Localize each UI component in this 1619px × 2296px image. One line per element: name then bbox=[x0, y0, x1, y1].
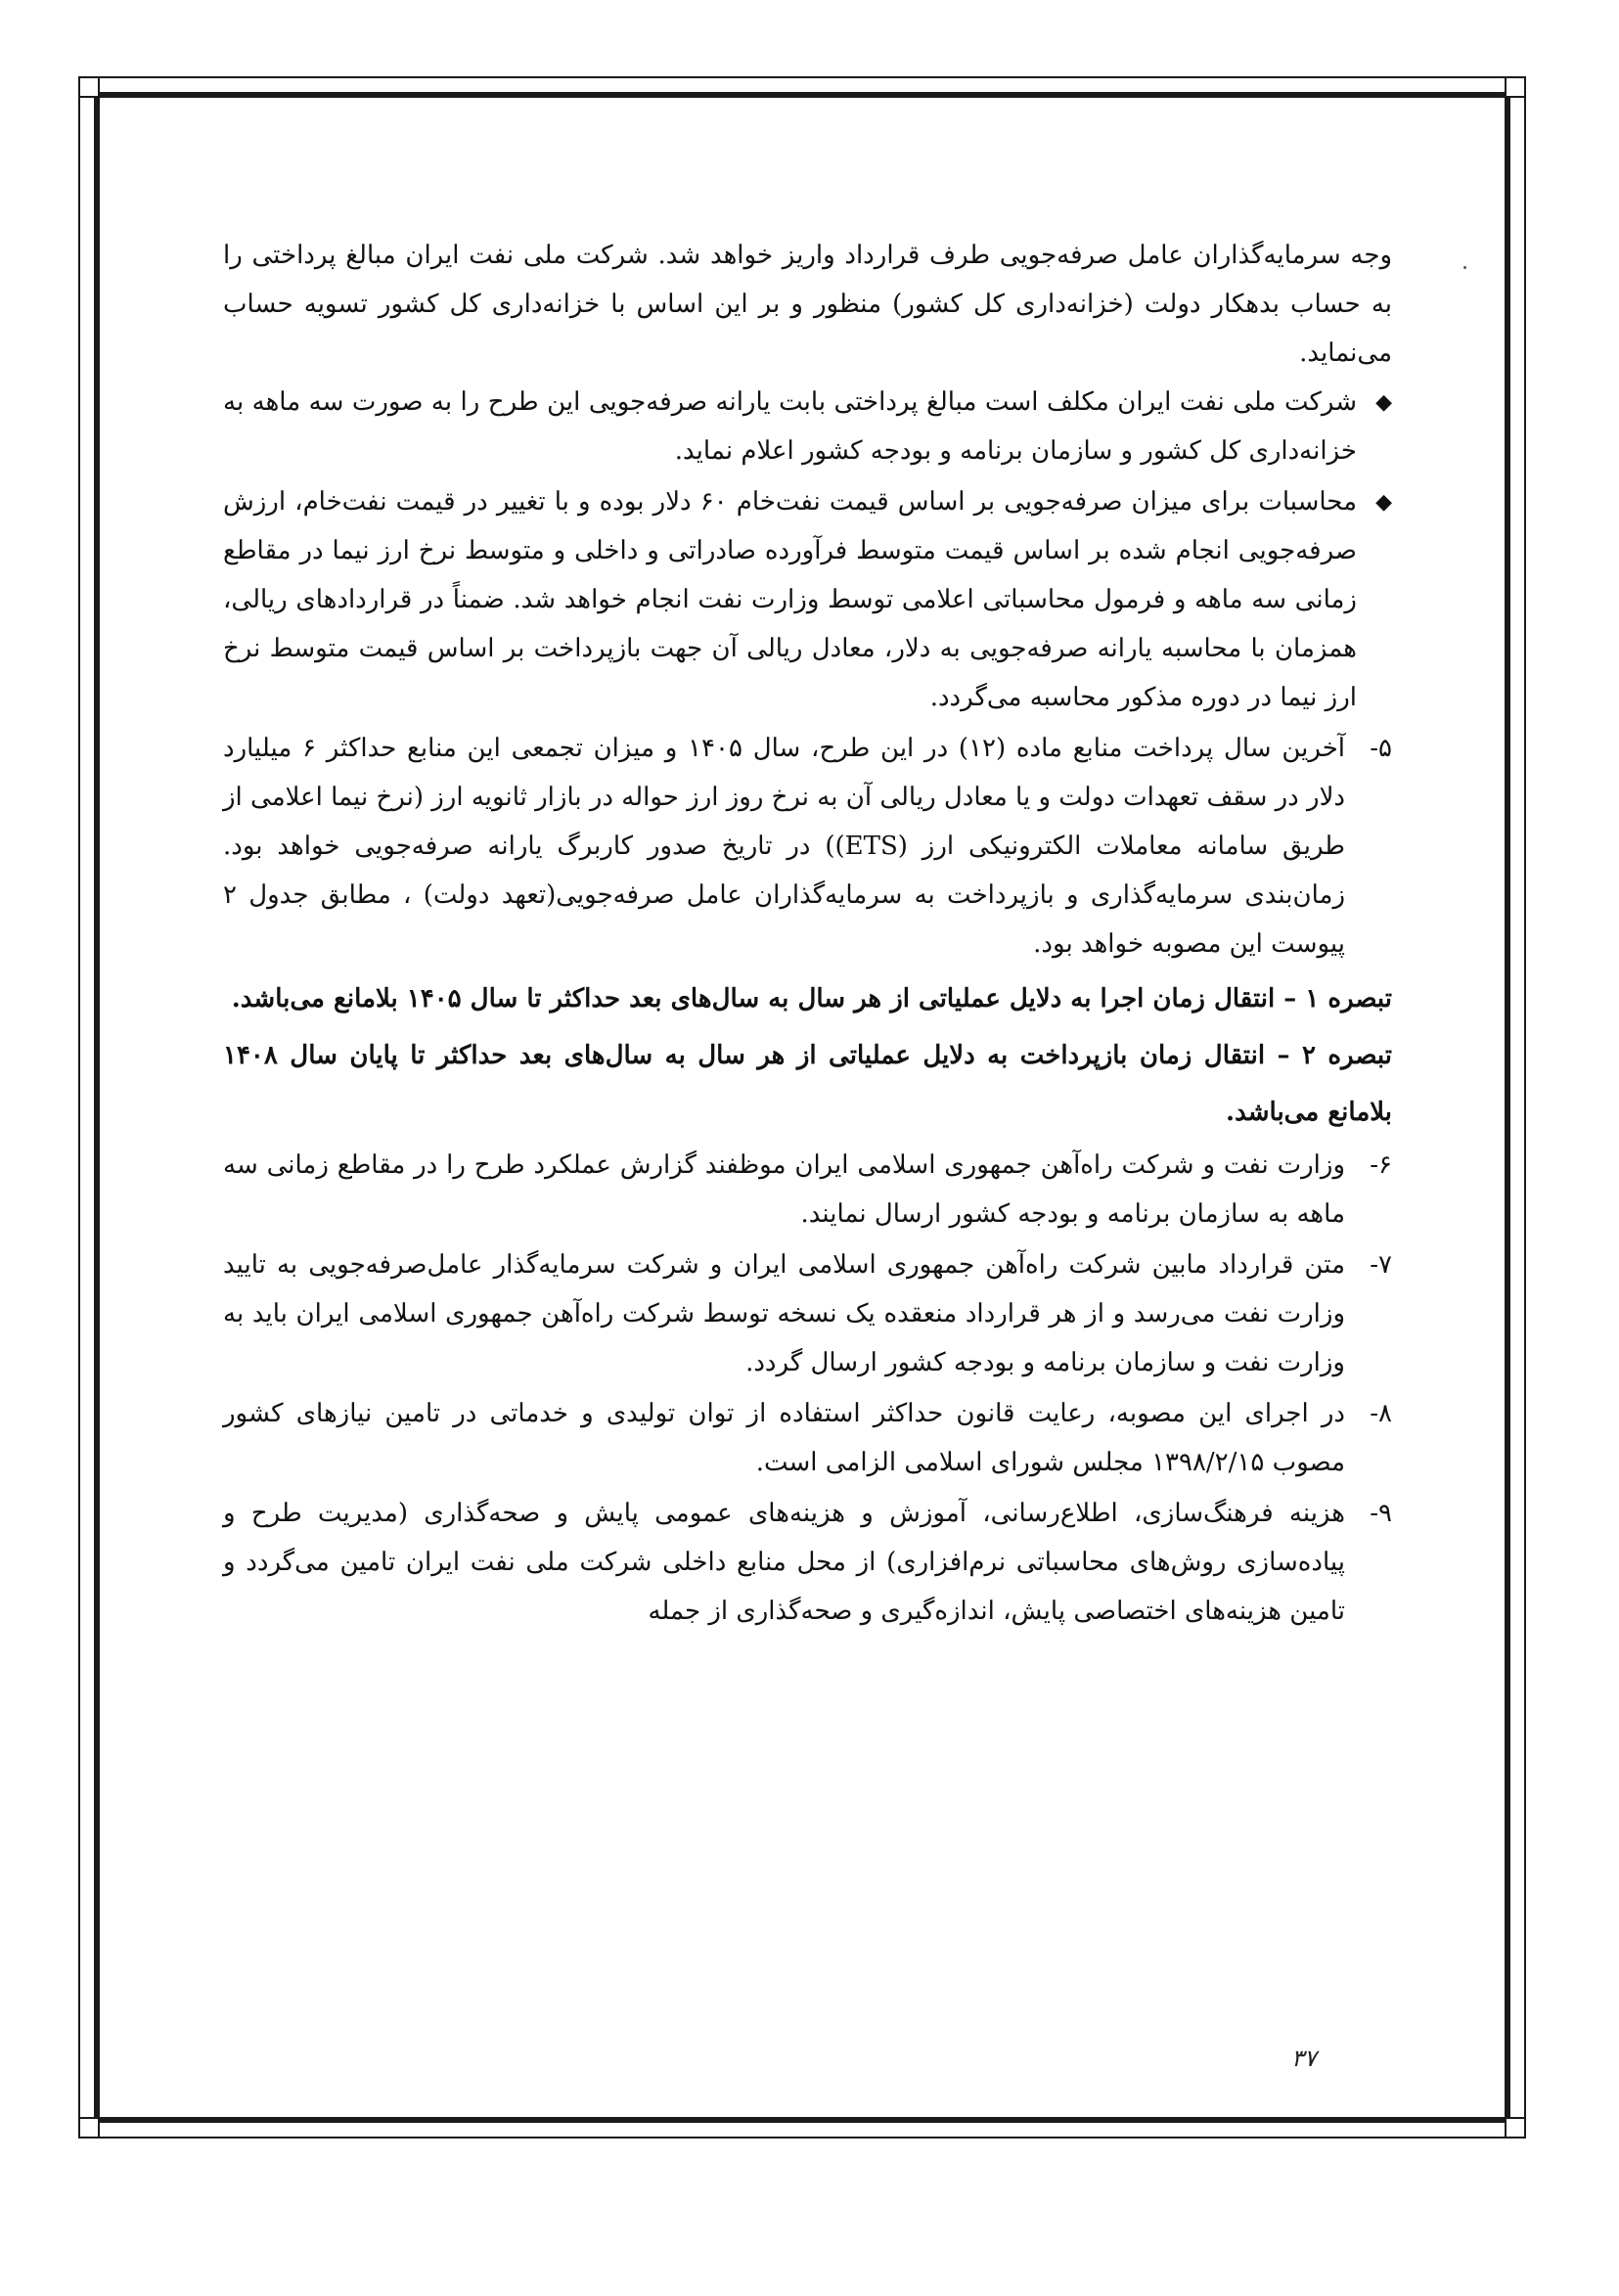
item-text: هزینه فرهنگ‌سازی، اطلاع‌رسانی، آموزش و هزینه‌های عمومی پایش و صحه‌گذاری (مدیریت طرح و پیاده‌سازی روش‌های محاسباتی نرم‌افزاری) از محل منابع داخلی شرکت ملی نفت ایران تامین می‌گردد و تامین هزینه‌های اختصاصی پایش، اندازه‌گیری و صحه‌گذاری از جمله bbox=[223, 1499, 1345, 1626]
item-number: ۵- bbox=[1370, 734, 1392, 763]
item-number: ۷- bbox=[1370, 1250, 1392, 1280]
item-text: در اجرای این مصوبه، رعایت قانون حداکثر استفاده از توان تولیدی و خدماتی در تامین نیازهای کشور مصوب ۱۳۹۸/۲/۱۵ مجلس شورای اسلامی الزامی است. bbox=[223, 1399, 1345, 1477]
item-text: وزارت نفت و شرکت راه‌آهن جمهوری اسلامی ایران موظفند گزارش عملکرد طرح را در مقاطع زمانی سه ماهه به سازمان برنامه و بودجه کشور ارسال نمایند. bbox=[223, 1150, 1345, 1229]
diamond-bullet-icon: ◆ bbox=[1375, 390, 1392, 415]
bullet-text: محاسبات برای میزان صرفه‌جویی بر اساس قیمت نفت‌خام ۶۰ دلار بوده و با تغییر در قیمت نفت‌خام، ارزش صرفه‌جویی انجام شده بر اساس قیمت متوسط فرآورده صادراتی و داخلی و متوسط نرخ ارز نیما در مقاطع زمانی سه ماهه و فرمول محاسباتی اعلامی توسط وزارت نفت انجام خواهد شد. ضمناً در قراردادهای ریالی، همزمان با محاسبه یارانه صرفه‌جویی به دلار، معادل ریالی آن جهت بازپرداخت بر اساس قیمت متوسط نرخ ارز نیما در دوره مذکور محاسبه می‌گردد. bbox=[223, 487, 1358, 712]
note-2: تبصره ۲ – انتقال زمان بازپرداخت به دلایل عملیاتی از هر سال به سال‌های بعد حداکثر تا پایان سال ۱۴۰۸ بلامانع می‌باشد. bbox=[223, 1041, 1392, 1127]
item-text: آخرین سال پرداخت منابع ماده (۱۲) در این طرح، سال ۱۴۰۵ و میزان تجمعی این منابع حداکثر ۶ میلیارد دلار در سقف تعهدات دولت و یا معادل ریالی آن به نرخ روز ارز حواله در بازار ثانویه ارز (نرخ نیما اعلامی از طریق سامانه معاملات الکترونیکی ارز (ETS)) در تاریخ صدور کاربرگ یارانه صرفه‌جویی خواهد بود. زمان‌بندی سرمایه‌گذاری و بازپرداخت به سرمایه‌گذاران عامل صرفه‌جویی(تعهد دولت) ، مطابق جدول ۲ پیوست این مصوبه خواهد بود. bbox=[223, 734, 1346, 959]
item-number: ۹- bbox=[1370, 1499, 1392, 1528]
border-corner-ornament bbox=[1505, 76, 1526, 98]
paragraph-continuation: وجه سرمایه‌گذاران عامل صرفه‌جویی طرف قرارداد واریز خواهد شد. شرکت ملی نفت ایران مبالغ پرداختی را به حساب بدهکار دولت (خزانه‌داری کل کشور) منظور و بر این اساس با خزانه‌داری کل کشور تسویه حساب می‌نماید. bbox=[223, 241, 1392, 368]
document-body bbox=[223, 231, 1392, 1638]
numbered-item-7 bbox=[223, 1240, 1392, 1387]
border-corner-ornament bbox=[78, 2117, 100, 2138]
diamond-bullet-icon: ◆ bbox=[1375, 490, 1392, 515]
bullet-item bbox=[223, 378, 1392, 475]
bullet-item bbox=[223, 477, 1392, 722]
numbered-item-6 bbox=[223, 1141, 1392, 1238]
item-number: ۶- bbox=[1370, 1150, 1392, 1180]
numbered-item-9 bbox=[223, 1489, 1392, 1636]
border-corner-ornament bbox=[1505, 2117, 1526, 2138]
numbered-item-8 bbox=[223, 1389, 1392, 1487]
page-number: ۳۷ bbox=[1291, 2045, 1317, 2072]
bullet-text: شرکت ملی نفت ایران مکلف است مبالغ پرداختی بابت یارانه صرفه‌جویی این طرح را به صورت سه ماهه به خزانه‌داری کل کشور و سازمان برنامه و بودجه کشور اعلام نماید. bbox=[223, 387, 1357, 466]
numbered-item-5 bbox=[223, 724, 1392, 968]
border-corner-ornament bbox=[78, 76, 100, 98]
item-number: ۸- bbox=[1370, 1399, 1392, 1428]
scan-speck bbox=[1463, 266, 1466, 269]
item-text: متن قرارداد مابین شرکت راه‌آهن جمهوری اسلامی ایران و شرکت سرمایه‌گذار عامل‌صرفه‌جویی به تایید وزارت نفت می‌رسد و از هر قرارداد منعقده یک نسخه توسط شرکت راه‌آهن جمهوری اسلامی ایران باید به وزارت نفت و سازمان برنامه و بودجه کشور ارسال گردد. bbox=[223, 1250, 1345, 1377]
note-1: تبصره ۱ – انتقال زمان اجرا به دلایل عملیاتی از هر سال به سال‌های بعد حداکثر تا سال ۱۴۰۵ بلامانع می‌باشد. bbox=[231, 984, 1392, 1013]
